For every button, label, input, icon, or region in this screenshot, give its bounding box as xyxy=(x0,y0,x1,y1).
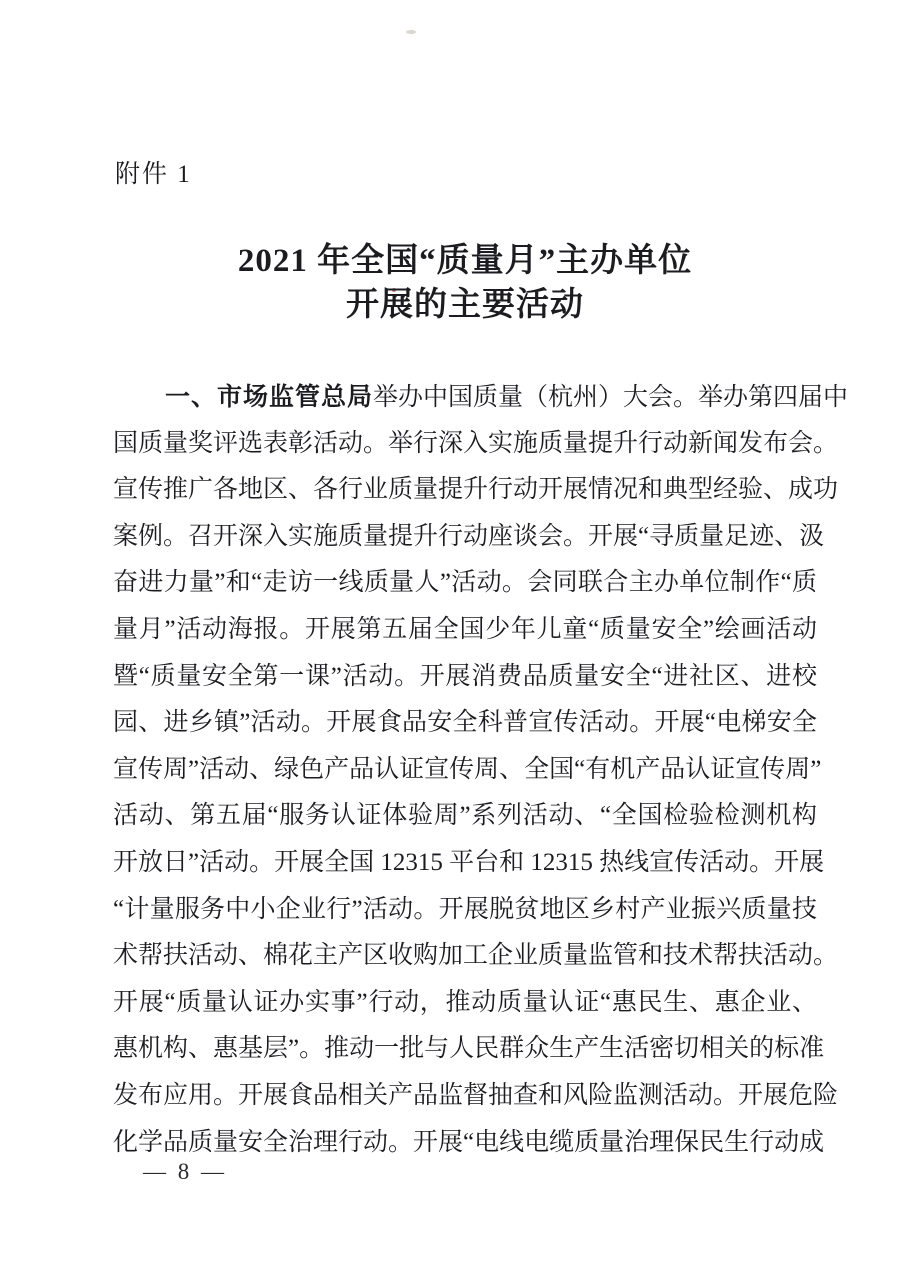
body-line-text: 举办中国质量（杭州）大会。举办第四届中 xyxy=(373,384,849,411)
body-line: 术帮扶活动、棉花主产区收购加工企业质量监管和技术帮扶活动。 xyxy=(113,942,839,970)
body-line: 活动、第五届“服务认证体验周”系列活动、“全国检验检测机构 xyxy=(113,802,817,830)
body-line: 国质量奖评选表彰活动。举行深入实施质量提升行动新闻发布会。 xyxy=(113,429,839,457)
document-body xyxy=(113,374,849,1166)
body-line: 化学品质量安全治理行动。开展“电线电缆质量治理保民生行动成 xyxy=(113,1128,825,1156)
body-line: 宣传周”活动、绿色产品认证宣传周、全国“有机产品认证宣传周” xyxy=(113,755,822,783)
body-line: “计量服务中小企业行”活动。开展脱贫地区乡村产业振兴质量技 xyxy=(113,895,817,923)
document-title-line-1: 2021 年全国“质量月”主办单位 xyxy=(237,243,693,279)
body-line: 开展“质量认证办实事”行动，推动质量认证“惠民生、惠企业、 xyxy=(113,988,817,1016)
body-line: 暨“质量安全第一课”活动。开展消费品质量安全“进社区、进校 xyxy=(113,662,817,690)
document-title-line-2: 开展的主要活动 xyxy=(346,287,584,323)
page-number: — 8 — xyxy=(143,1159,227,1184)
attachment-label: 附件 1 xyxy=(115,161,192,188)
body-line: 发布应用。开展食品相关产品监督抽查和风险监测活动。开展危险 xyxy=(113,1081,839,1109)
body-line: 园、进乡镇”活动。开展食品安全科普宣传活动。开展“电梯安全 xyxy=(113,709,817,737)
body-line: 宣传推广各地区、各行业质量提升行动开展情况和典型经验、成功 xyxy=(113,476,839,504)
body-line: 奋进力量”和“走访一线质量人”活动。会同联合主办单位制作“质 xyxy=(113,569,817,597)
body-line xyxy=(113,374,849,421)
scan-speck xyxy=(406,30,416,34)
body-line: 开放日”活动。开展全国 12315 平台和 12315 热线宣传活动。开展 xyxy=(113,848,825,876)
document-title xyxy=(113,239,817,327)
body-line: 量月”活动海报。开展第五届全国少年儿童“质量安全”绘画活动 xyxy=(113,615,817,643)
section-heading-lead: 一、市场监管总局 xyxy=(165,383,374,411)
body-line: 案例。召开深入实施质量提升行动座谈会。开展“寻质量足迹、汲 xyxy=(113,522,825,550)
body-line: 惠机构、惠基层”。推动一批与人民群众生产生活密切相关的标准 xyxy=(113,1035,825,1063)
